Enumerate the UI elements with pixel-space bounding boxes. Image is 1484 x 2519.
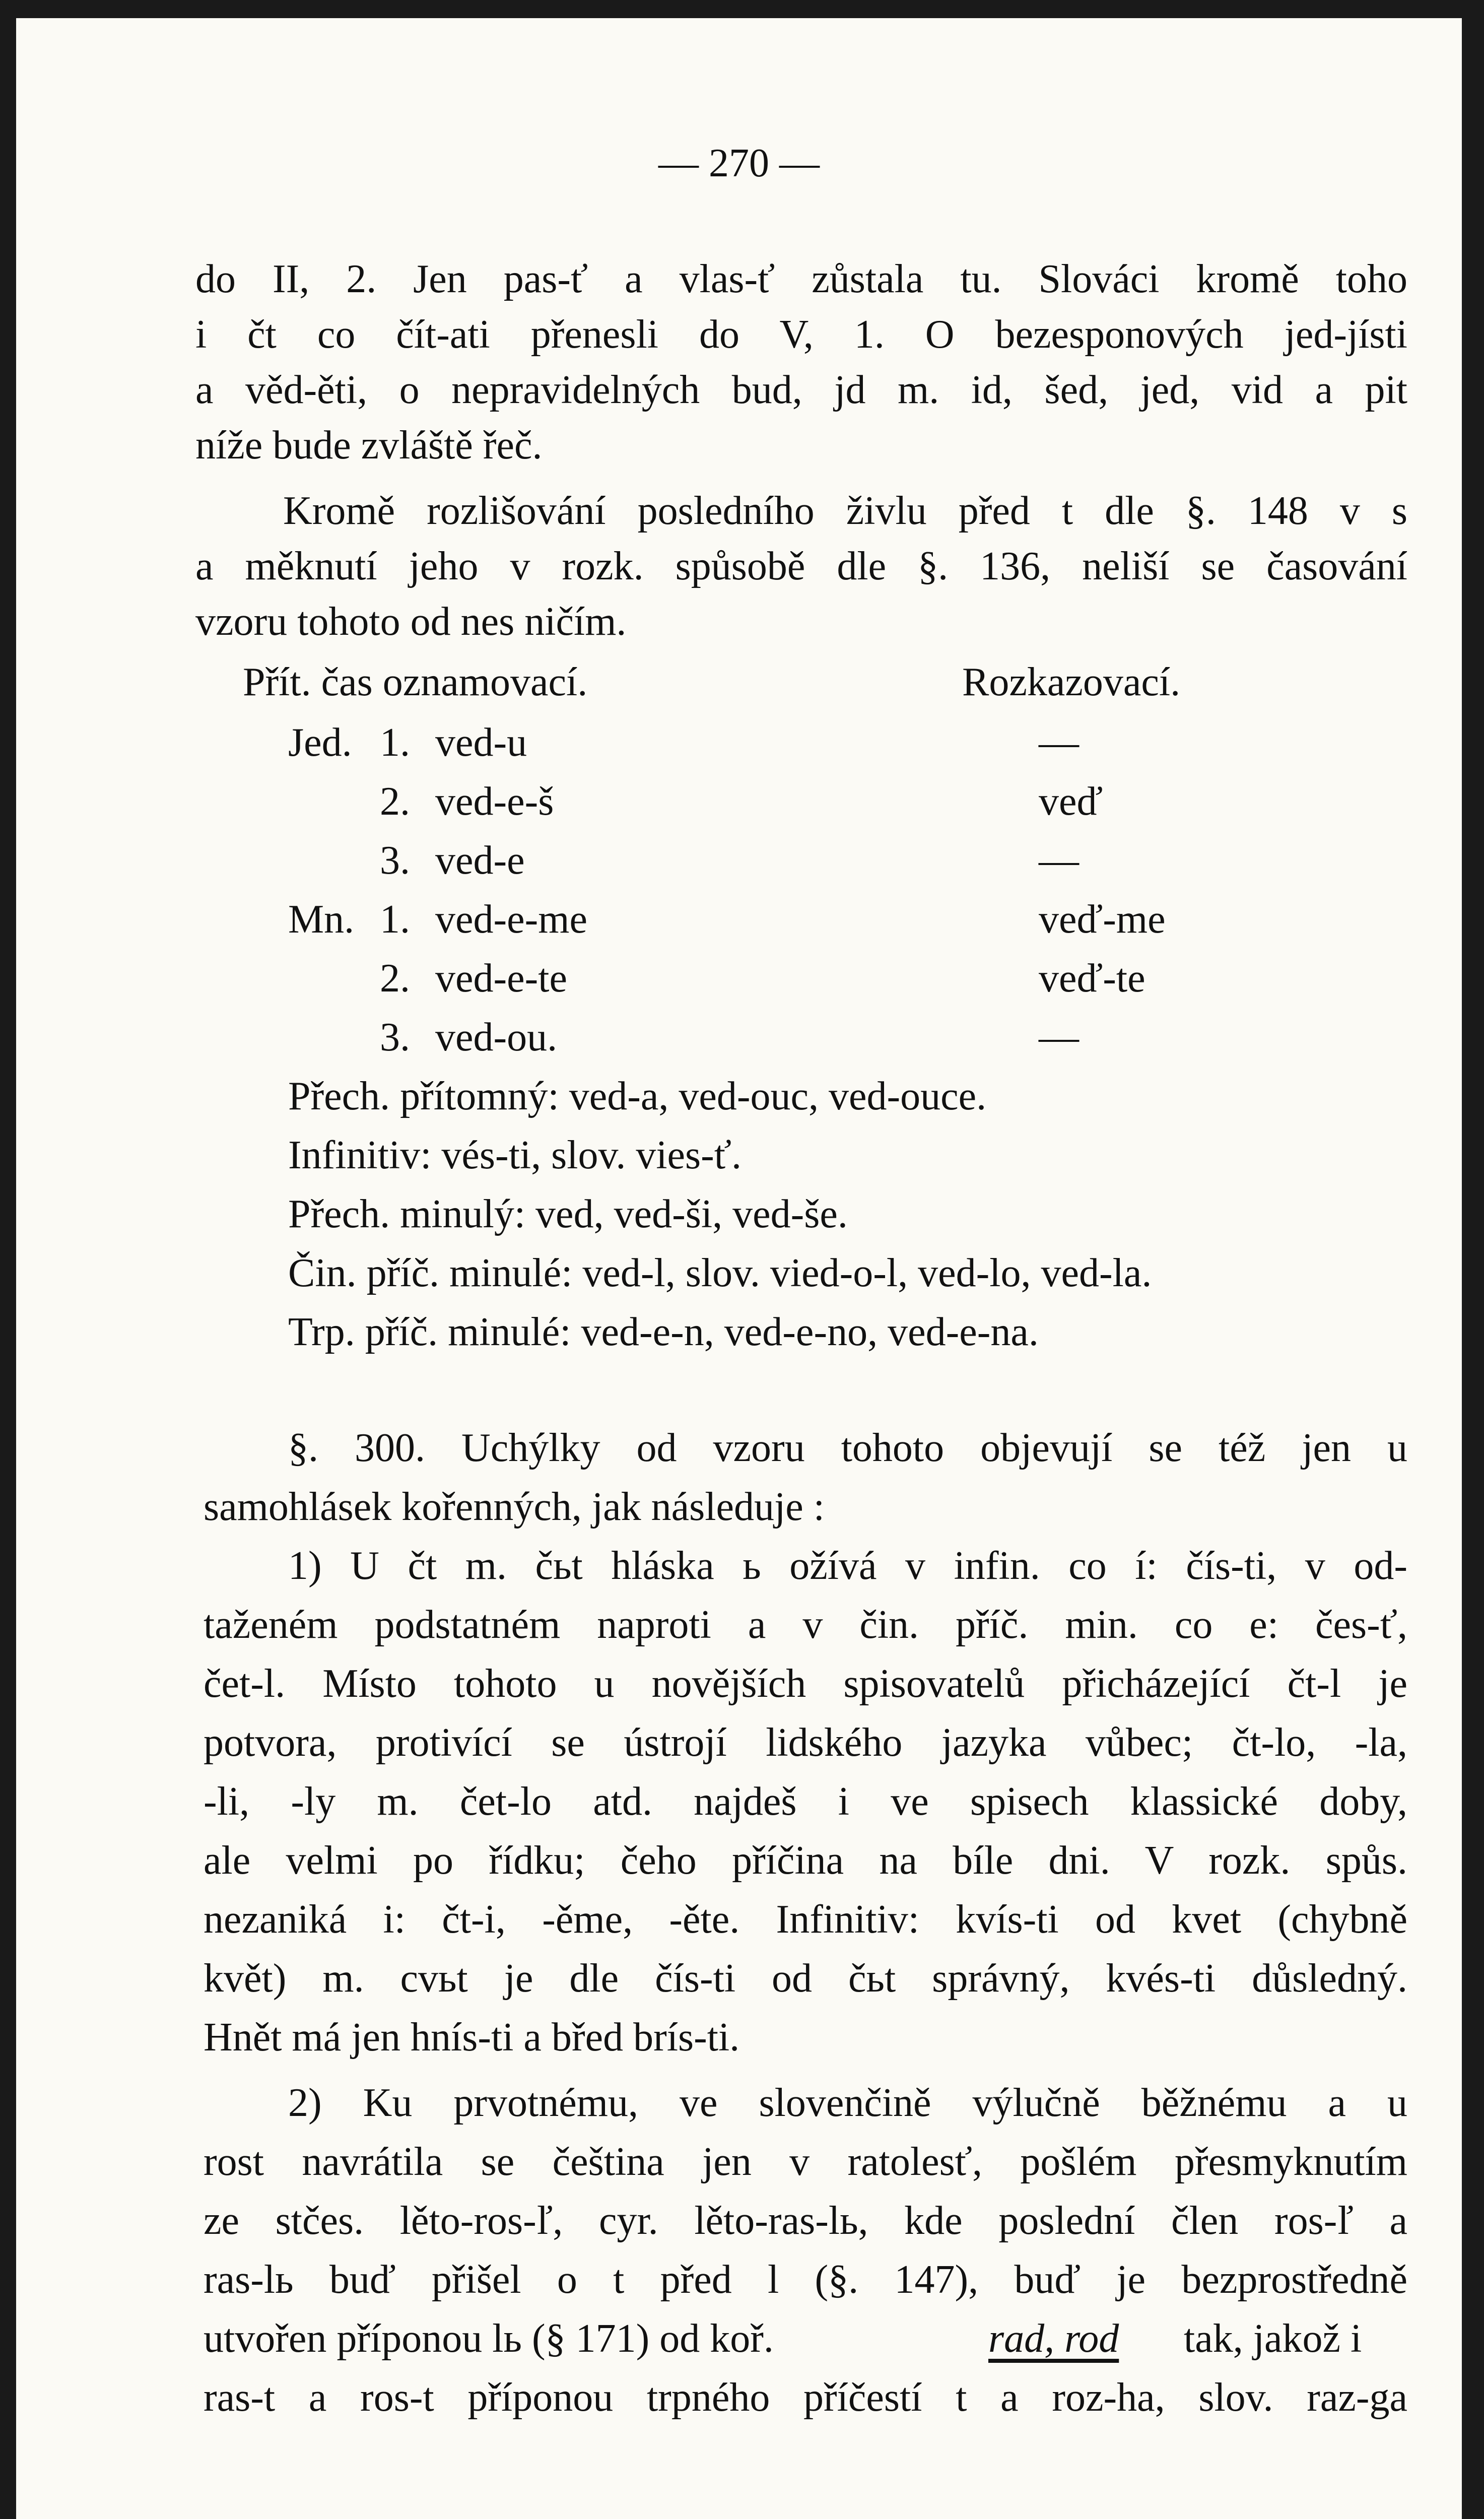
conj-header-imperative: Rozkazovací. bbox=[962, 660, 1181, 704]
item1-line: -li, -ly m. čet-lo atd. najdeš i ve spisech klassické doby, bbox=[204, 1779, 1407, 1824]
form-line: Trp. příč. minulé: ved-e-n, ved-e-no, ved-e-na. bbox=[288, 1310, 1039, 1354]
para1-line-2: i čt co čít-ati přenesli do V, 1. O bezesponových jed-jísti bbox=[195, 312, 1407, 357]
item2-line: 2) Ku prvotnému, ve slovenčině výlučně běžnému a u bbox=[288, 2081, 1407, 2125]
form-line: Čin. příč. minulé: ved-l, slov. vied-o-l, ved-lo, ved-la. bbox=[288, 1251, 1152, 1295]
conj-person: 2. bbox=[380, 956, 410, 1001]
section300-line-1: §. 300. Uchýlky od vzoru tohoto objevují se též jen u bbox=[288, 1426, 1407, 1470]
conj-header-indicative: Přít. čas oznamovací. bbox=[243, 660, 588, 704]
conj-person: 3. bbox=[380, 838, 410, 883]
conj-indicative: ved-e bbox=[435, 838, 525, 883]
conj-number-plural: Mn. bbox=[288, 897, 355, 942]
conj-imperative: veď-me bbox=[1039, 897, 1166, 942]
para2-line-3: vzoru tohoto od nes ničím. bbox=[195, 600, 627, 644]
para2-line-2: a měknutí jeho v rozk. spůsobě dle §. 136, neliší se časování bbox=[195, 544, 1407, 588]
conj-imperative: — bbox=[1039, 838, 1079, 883]
conj-person: 2. bbox=[380, 779, 410, 824]
item2-line: ras-t a ros-t příponou trpného příčestí t a roz-ha, slov. raz-ga bbox=[204, 2375, 1407, 2420]
conj-imperative: — bbox=[1039, 1015, 1079, 1059]
conj-person: 1. bbox=[380, 897, 410, 942]
item1-line: Hnět má jen hnís-ti a břed brís-ti. bbox=[204, 2015, 740, 2060]
item2-line: ras-lь buď přišel o t před l (§. 147), buď je bezprostředně bbox=[204, 2258, 1407, 2302]
conj-indicative: ved-e-te bbox=[435, 956, 568, 1001]
conj-indicative: ved-ou. bbox=[435, 1015, 558, 1059]
item1-line: taženém podstatném naproti a v čin. příč. min. co e: čes-ť, bbox=[204, 1603, 1407, 1647]
conj-imperative: veď-te bbox=[1039, 956, 1145, 1001]
form-line: Přech. přítomný: ved-a, ved-ouc, ved-ouce. bbox=[288, 1074, 987, 1118]
conj-number-singular: Jed. bbox=[288, 720, 352, 765]
conj-indicative: ved-u bbox=[435, 720, 527, 765]
conj-imperative: — bbox=[1039, 720, 1079, 765]
conj-indicative: ved-e-š bbox=[435, 779, 554, 824]
item1-line: květ) m. cvьt je dle čís-ti od čьt správný, kvés-ti důsledný. bbox=[204, 1956, 1407, 2001]
form-line: Přech. minulý: ved, ved-ši, ved-še. bbox=[288, 1192, 848, 1236]
item1-line: čet-l. Místo tohoto u novějších spisovatelů přicházející čt-l je bbox=[204, 1662, 1407, 1706]
para1-line-1: do II, 2. Jen pas-ť a vlas-ť zůstala tu. Slováci kromě toho bbox=[195, 257, 1407, 301]
para1-line-3: a věd-ěti, o nepravidelných bud, jd m. id, šed, jed, vid a pit bbox=[195, 368, 1407, 412]
item2-underlined-roots: rad, rod bbox=[988, 2316, 1119, 2361]
item2-line: tak, jakož i bbox=[1184, 2316, 1362, 2361]
conj-person: 1. bbox=[380, 720, 410, 765]
conj-person: 3. bbox=[380, 1015, 410, 1059]
item2-line: ze stčes. lěto-ros-ľ, cyr. lěto-ras-lь, kde poslední člen ros-ľ a bbox=[204, 2199, 1407, 2243]
item1-line: 1) U čt m. čьt hláska ь ožívá v infin. co í: čís-ti, v od- bbox=[288, 1544, 1407, 1588]
form-line: Infinitiv: vés-ti, slov. vies-ť. bbox=[288, 1133, 741, 1177]
item2-line: utvořen příponou lь (§ 171) od koř. bbox=[204, 2316, 774, 2361]
conj-imperative: veď bbox=[1039, 779, 1103, 824]
item1-line: potvora, protivící se ústrojí lidského jazyka vůbec; čt-lo, -la, bbox=[204, 1720, 1407, 1765]
item1-line: ale velmi po řídku; čeho příčina na bíle dni. V rozk. spůs. bbox=[204, 1838, 1407, 1883]
item1-line: nezaniká i: čt-i, -ěme, -ěte. Infinitiv: kvís-ti od kvet (chybně bbox=[204, 1897, 1407, 1942]
para2-line-1: Kromě rozlišování posledního živlu před t dle §. 148 v s bbox=[283, 489, 1407, 533]
item2-line: rost navrátila se čeština jen v ratolesť, pošlém přesmyknutím bbox=[204, 2140, 1407, 2184]
section300-line-2: samohlásek kořenných, jak následuje : bbox=[204, 1485, 825, 1529]
conj-indicative: ved-e-me bbox=[435, 897, 588, 942]
page-number: — 270 — bbox=[658, 141, 820, 185]
para1-line-4: níže bude zvláště řeč. bbox=[195, 423, 543, 468]
book-page bbox=[16, 18, 1462, 2519]
